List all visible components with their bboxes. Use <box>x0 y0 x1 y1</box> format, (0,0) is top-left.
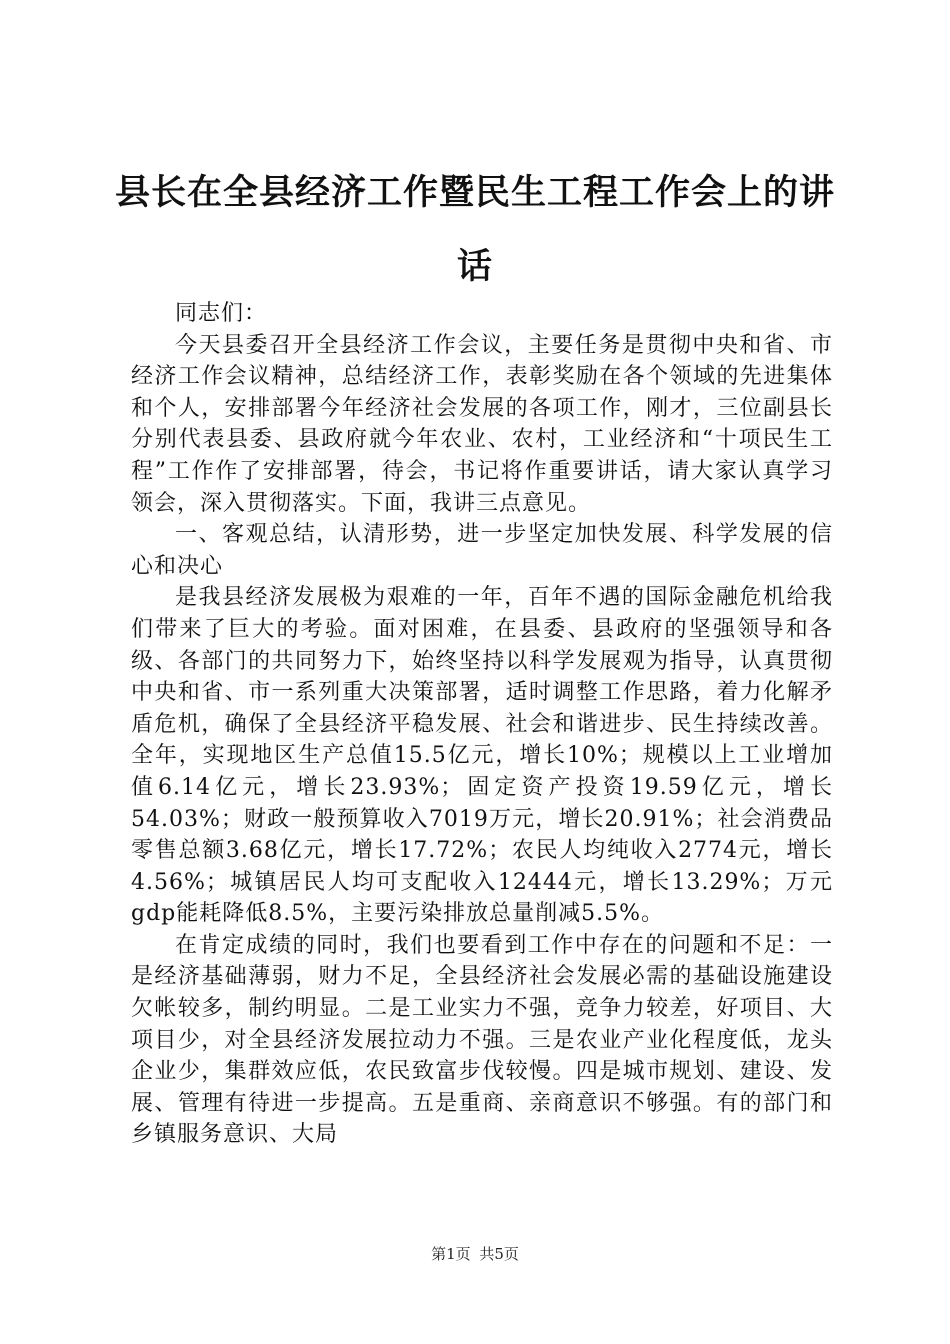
problems-paragraph: 在肯定成绩的同时，我们也要看到工作中存在的问题和不足：一是经济基础薄弱，财力不足，全县经济社会发展必需的基础设施建设欠帐较多，制约明显。二是工业实力不强，竞争力较差，好项目、大项目少，对全县经济发展拉动力不强。三是农业产业化程度低，龙头企业少，集群效应低，农民致富步伐较慢。四是城市规划、建设、发展、管理有待进一步提高。五是重商、亲商意识不够强。有的部门和乡镇服务意识、大局 <box>131 932 833 1148</box>
intro-paragraph: 今天县委召开全县经济工作会议，主要任务是贯彻中央和省、市经济工作会议精神，总结经济工作，表彰奖励在各个领域的先进集体和个人，安排部署今年经济社会发展的各项工作，刚才，三位副县长分别代表县委、县政府就今年农业、农村，工业经济和“十项民生工程”工作作了安排部署，待会，书记将作重要讲话，请大家认真学习领会，深入贯彻落实。下面，我讲三点意见。 <box>131 332 833 516</box>
achievements-paragraph: 是我县经济发展极为艰难的一年，百年不遇的国际金融危机给我们带来了巨大的考验。面对困难，在县委、县政府的坚强领导和各级、各部门的共同努力下，始终坚持以科学发展观为指导，认真贯彻中央和省、市一系列重大决策部署，适时调整工作思路，着力化解矛盾危机，确保了全县经济平稳发展、社会和谐进步、民生持续改善。全年，实现地区生产总值15.5亿元，增长10%；规模以上工业增加值6.14亿元，增长23.93%；固定资产投资19.59亿元，增长54.03%；财政一般预算收入7019万元，增长20.91%；社会消费品零售总额3.68亿元，增长17.72%；农民人均纯收入2774元，增长4.56%；城镇居民人均可支配收入12444元，增长13.29%；万元gdp能耗降低8.5%，主要污染排放总量削减5.5%。 <box>131 585 833 927</box>
document-body <box>131 298 833 1151</box>
salutation-paragraph: 同志们： <box>175 301 268 326</box>
document-title: 县长在全县经济工作暨民生工程工作会上的讲话 <box>114 173 835 287</box>
page-number: 第1页 <box>431 1245 471 1263</box>
page-total: 共5页 <box>479 1245 519 1263</box>
section-heading-paragraph: 一、客观总结，认清形势，进一步坚定加快发展、科学发展的信心和决心 <box>131 522 833 579</box>
page-footer <box>0 1244 950 1264</box>
